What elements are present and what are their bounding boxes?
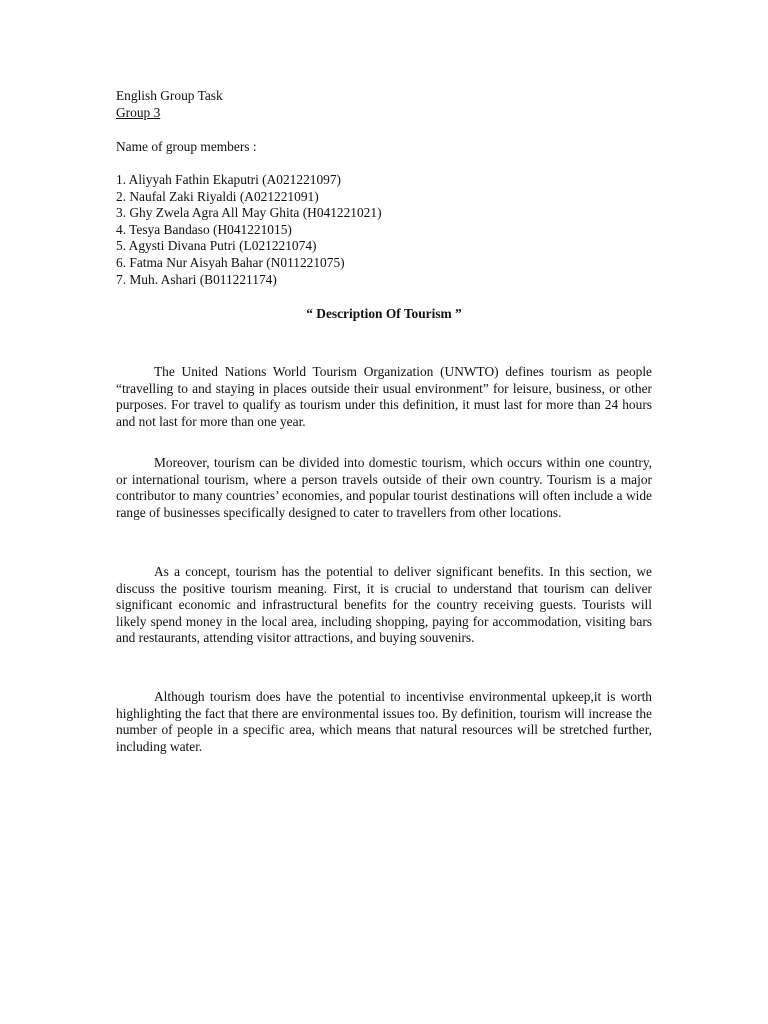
member-item: 7. Muh. Ashari (B011221174) — [116, 271, 277, 287]
document-title: “ Description Of Tourism ” — [306, 306, 462, 321]
member-item: 2. Naufal Zaki Riyaldi (A021221091) — [116, 188, 319, 204]
document-header — [116, 88, 652, 121]
members-list — [116, 172, 652, 288]
member-item: 3. Ghy Zwela Agra All May Ghita (H041221021) — [116, 205, 382, 221]
member-item: 4. Tesya Bandaso (H041221015) — [116, 221, 292, 237]
paragraph-types: Moreover, tourism can be divided into domestic tourism, which occurs within one country, or international tourism, where a person travels outside of their own country. Tourism is a major contributor to many countries’ economies, and popular tourist destinations will often include a wide range of businesses specifically designed to cater to travellers from other locations. — [116, 455, 652, 520]
members-label: Name of group members : — [116, 139, 257, 154]
course-title: English Group Task — [116, 88, 223, 103]
paragraph-definition: The United Nations World Tourism Organization (UNWTO) defines tourism as people “travelling to and staying in places outside their usual environment” for leisure, business, or other purposes. For travel to qualify as tourism under this definition, it must last for more than 24 hours and not last for more than one year. — [116, 364, 652, 429]
member-item: 5. Agysti Divana Putri (L021221074) — [116, 238, 317, 254]
member-item: 6. Fatma Nur Aisyah Bahar (N011221075) — [116, 254, 345, 270]
paragraph-issues: Although tourism does have the potential to incentivise environmental upkeep,it is worth highlighting the fact that there are environmental issues too. By definition, tourism will increase the number of people in a specific area, which means that natural resources will be stretched further, including water. — [116, 689, 652, 754]
member-item: 1. Aliyyah Fathin Ekaputri (A021221097) — [116, 172, 342, 187]
group-name: Group 3 — [116, 104, 161, 120]
members-label-block — [116, 139, 652, 156]
paragraph-benefits: As a concept, tourism has the potential to deliver significant benefits. In this section, we discuss the positive tourism meaning. First, it is crucial to understand that tourism can deliver significant economic and infrastructural benefits for the country receiving guests. Tourists will likely spend money in the local area, including shopping, paying for accommodation, visiting bars and restaurants, attending visitor attractions, and buying souvenirs. — [116, 564, 652, 646]
